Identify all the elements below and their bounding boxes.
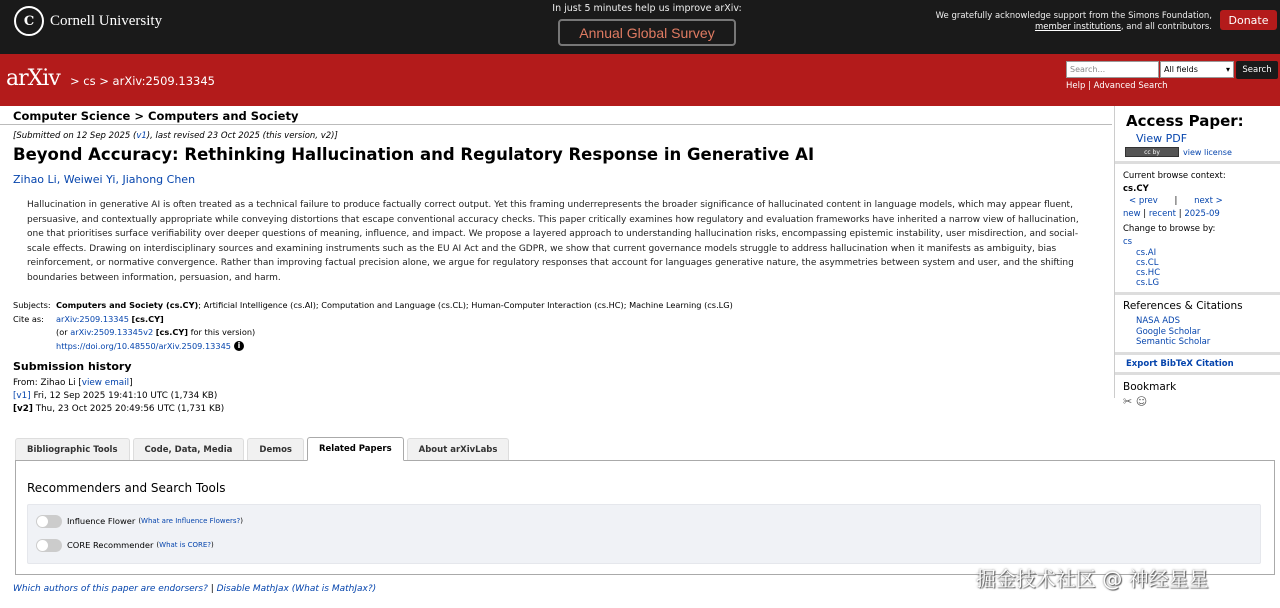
- submitted-v1-link[interactable]: v1: [136, 131, 147, 141]
- paper-authors[interactable]: Zihao Li, Weiwei Yi, Jiahong Chen: [13, 173, 196, 186]
- breadcrumb-divider: [0, 124, 1112, 125]
- support-line2: , and all contributors.: [1120, 22, 1212, 32]
- subjects-primary: Computers and Society (cs.CY): [56, 300, 199, 310]
- chevron-down-icon: ▾: [1225, 65, 1230, 74]
- paper-abstract: Hallucination in generative AI is often treated as a technical failure to produce factually correct output. Yet this framing underrepresents the broader significance of hallucinated content in language models, which may appear fluent, persuasive, and contextually appropriate while conveying distortions that escape conventional accuracy checks. This paper critically examines how regulatory and evaluation frameworks have inherited a narrow view of hallucination, one that prioritises surface verifiability over deeper questions of meaning, influence, and impact. We propose a layered approach to understanding hallucination risks, encompassing epistemic instability, user misdirection, and social-scale effects. Drawing on interdisciplinary sources and examining instruments such as the EU AI Act and the GDPR, we show that current governance models struggle to address hallucination when it manifests as ambiguity, bias reinforcement, or normative convergence. Rather than improving factual precision alone, we argue for regulatory responses that account for languages generative nature, the asymmetries between system and user, and the shifting boundaries between information, persuasion, and harm.: [27, 200, 1079, 283]
- cite-or: (or: [56, 327, 71, 337]
- cite-tag: [cs.CY]: [131, 313, 164, 324]
- browse-context-value: cs.CY: [1123, 183, 1149, 194]
- submitted-prefix: [Submitted on 12 Sep 2025 (: [13, 131, 137, 141]
- tab-related-papers[interactable]: Related Papers: [307, 437, 404, 461]
- sidebar: [1114, 106, 1280, 408]
- disable-mathjax-link[interactable]: Disable MathJax: [216, 584, 289, 594]
- history-from-prefix: From: Zihao Li [: [13, 378, 82, 388]
- member-institutions-link[interactable]: member institutions: [1034, 22, 1121, 32]
- tab-demos[interactable]: Demos: [247, 438, 304, 460]
- cornell-name: Cornell University: [50, 12, 163, 29]
- view-pdf-link[interactable]: View PDF: [1136, 132, 1188, 145]
- influence-help-prefix: (: [138, 517, 142, 525]
- cornell-seal-icon: C: [14, 6, 44, 36]
- top-banner: [0, 0, 1280, 54]
- core-help-suffix: ): [211, 541, 214, 549]
- search-input[interactable]: Search...: [1066, 61, 1159, 78]
- history-v1-text: Fri, 12 Sep 2025 19:41:10 UTC (1,734 KB): [30, 391, 218, 401]
- cite-v2-link[interactable]: arXiv:2509.13345v2: [70, 327, 154, 337]
- help-link[interactable]: Help: [1066, 81, 1086, 91]
- tab-bibliographic-tools[interactable]: Bibliographic Tools: [15, 438, 130, 460]
- core-help-prefix: (: [156, 541, 160, 549]
- cc-by-license-icon[interactable]: cc by: [1125, 147, 1179, 157]
- history-v2-text: Thu, 23 Oct 2025 20:49:56 UTC (1,731 KB): [32, 404, 225, 414]
- related-papers-panel: [15, 460, 1275, 575]
- help-links: [1066, 81, 1168, 91]
- info-icon[interactable]: i: [234, 341, 244, 351]
- submission-dates: [13, 131, 338, 141]
- month-link[interactable]: 2025-09: [1184, 208, 1220, 219]
- access-paper-section: [1115, 106, 1280, 164]
- core-recommender-toggle[interactable]: [36, 539, 62, 552]
- core-help-link[interactable]: What is CORE?: [159, 541, 211, 549]
- watermark: 掘金技术社区 @ 神经星星: [976, 567, 1209, 591]
- core-recommender-label: CORE Recommender: [67, 540, 154, 550]
- core-recommender-row: [36, 538, 214, 552]
- cite-label: Cite as:: [13, 313, 44, 324]
- arxiv-header: [0, 54, 1280, 106]
- nav-separator: |: [1174, 196, 1178, 206]
- bibsonomy-bookmark-icon[interactable]: ✂: [1123, 394, 1133, 408]
- cite-id-link[interactable]: arXiv:2509.13345: [56, 313, 129, 324]
- access-paper-title: Access Paper:: [1126, 112, 1244, 130]
- recommender-box: [27, 504, 1261, 564]
- new-link[interactable]: new: [1123, 208, 1141, 219]
- browse-context-section: [1115, 164, 1280, 295]
- advanced-search-link[interactable]: Advanced Search: [1093, 81, 1168, 91]
- change-browse-label: Change to browse by:: [1123, 224, 1216, 234]
- arxiv-logo[interactable]: arXiv: [6, 66, 60, 91]
- subjects-label: Subjects:: [13, 300, 51, 310]
- browse-cs-ai-link[interactable]: cs.AI: [1136, 248, 1157, 258]
- endorsers-link[interactable]: Which authors of this paper are endorsers?: [13, 584, 208, 594]
- references-section: [1115, 295, 1280, 355]
- submitted-suffix: ), last revised 23 Oct 2025 (this version, v2)]: [146, 131, 338, 141]
- cite-v2-suffix: for this version): [188, 327, 256, 337]
- paper-metadata: [13, 299, 733, 353]
- browse-context-label: Current browse context:: [1123, 171, 1226, 181]
- browse-cs-link[interactable]: cs: [1123, 236, 1133, 247]
- search-field-value: All fields: [1164, 65, 1198, 74]
- tab-about-arxivlabs[interactable]: About arXivLabs: [407, 438, 510, 460]
- history-v2-tag: [v2]: [13, 404, 33, 414]
- search-button[interactable]: Search: [1236, 61, 1278, 79]
- survey-message: In just 5 minutes help us improve arXiv:: [552, 3, 742, 14]
- browse-cs-lg-link[interactable]: cs.LG: [1136, 278, 1160, 288]
- bookmark-title: Bookmark: [1123, 380, 1177, 393]
- header-breadcrumb[interactable]: > cs > arXiv:2509.13345: [70, 74, 215, 88]
- doi-link[interactable]: https://doi.org/10.48550/arXiv.2509.13345: [56, 340, 232, 351]
- panel-title: Recommenders and Search Tools: [27, 481, 226, 495]
- search-field-select[interactable]: [1160, 61, 1234, 78]
- tab-code-data-media[interactable]: Code, Data, Media: [133, 438, 245, 460]
- browse-cs-hc-link[interactable]: cs.HC: [1136, 268, 1161, 278]
- submission-history-title: Submission history: [13, 360, 132, 373]
- export-bibtex-link[interactable]: Export BibTeX Citation: [1115, 355, 1280, 375]
- paper-title: Beyond Accuracy: Rethinking Hallucination and Regulatory Response in Generative AI: [13, 145, 815, 164]
- view-email-link[interactable]: view email: [81, 378, 130, 388]
- next-link[interactable]: next >: [1194, 196, 1223, 206]
- footer-sep: |: [207, 584, 217, 594]
- support-line1: We gratefully acknowledge support from the Simons Foundation,: [935, 11, 1212, 21]
- influence-flower-label: Influence Flower: [67, 516, 136, 526]
- footer-links: [13, 584, 376, 594]
- view-license-link[interactable]: view license: [1183, 147, 1232, 157]
- cite-v2-tag: [cs.CY]: [155, 327, 189, 337]
- donate-button[interactable]: Donate: [1220, 10, 1277, 30]
- prev-link[interactable]: < prev: [1129, 196, 1158, 206]
- influence-flower-row: [36, 514, 243, 528]
- influence-flower-toggle[interactable]: [36, 515, 62, 528]
- nav-separator: |: [1143, 208, 1147, 219]
- what-is-mathjax-link[interactable]: (What is MathJax?): [288, 584, 377, 594]
- recent-link[interactable]: recent: [1148, 208, 1177, 219]
- submission-history: [13, 377, 224, 416]
- reddit-bookmark-icon[interactable]: ☺: [1135, 394, 1148, 408]
- subjects-rest: ; Artificial Intelligence (cs.AI); Computation and Language (cs.CL); Human-Computer Interaction (cs.HC); Machine Learning (cs.LG): [198, 300, 733, 310]
- nav-separator: |: [1178, 208, 1182, 219]
- google-scholar-link[interactable]: Google Scholar: [1136, 326, 1201, 337]
- support-acknowledgement: [936, 11, 1212, 33]
- history-from-suffix: ]: [129, 378, 133, 388]
- nasa-ads-link[interactable]: NASA ADS: [1136, 316, 1180, 326]
- influence-help-suffix: ): [240, 517, 243, 525]
- survey-button[interactable]: Annual Global Survey: [558, 19, 736, 46]
- page-breadcrumb: Computer Science > Computers and Society: [13, 109, 299, 123]
- labs-tabs: [15, 438, 512, 461]
- influence-help-link[interactable]: What are Influence Flowers?: [141, 517, 241, 525]
- history-v1-link[interactable]: [v1]: [13, 391, 31, 401]
- help-separator: |: [1088, 81, 1091, 91]
- browse-cs-cl-link[interactable]: cs.CL: [1136, 258, 1159, 268]
- semantic-scholar-link[interactable]: Semantic Scholar: [1136, 337, 1211, 347]
- references-title: References & Citations: [1123, 300, 1243, 312]
